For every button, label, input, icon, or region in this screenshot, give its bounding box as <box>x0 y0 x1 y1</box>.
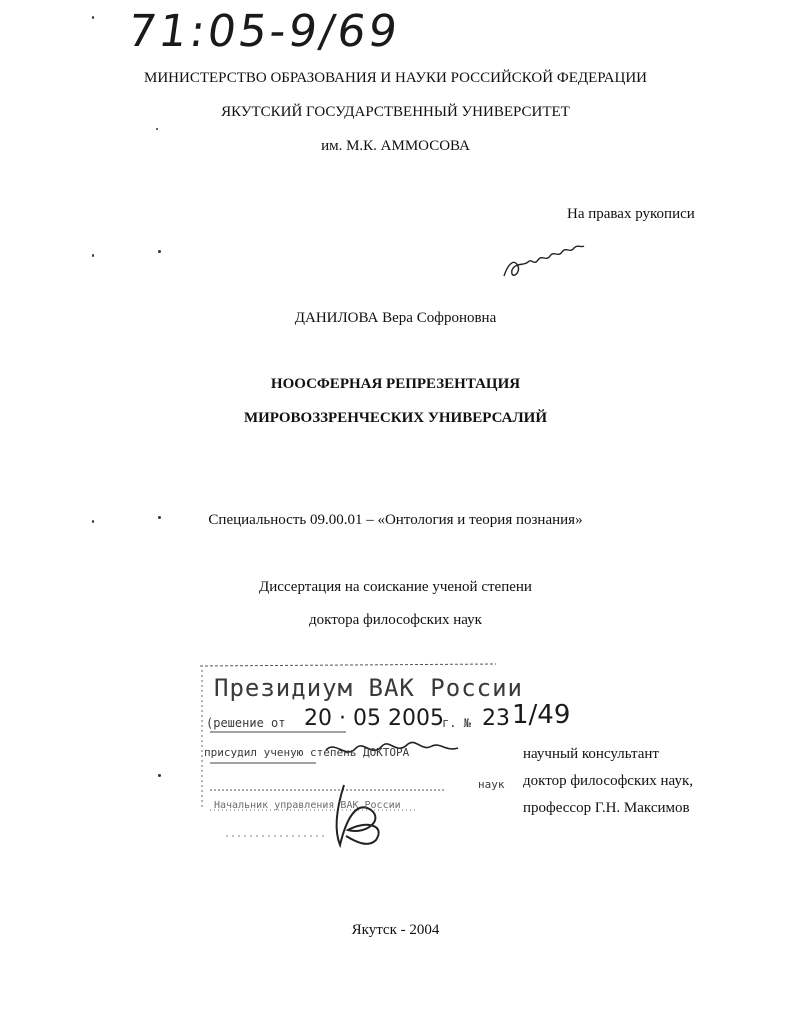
specialty: Специальность 09.00.01 – «Онтология и теория познания» <box>208 512 583 528</box>
consultant-role: научный консультант <box>523 746 659 762</box>
stamp-handwritten-date: 20 · 05 2005 <box>304 706 444 731</box>
stamp-handwritten-extra: 1/49 <box>512 700 571 730</box>
consultant-degree: доктор философских наук, <box>523 773 693 789</box>
stamp-line-number-label: г. № <box>442 716 471 730</box>
vak-approval-stamp <box>196 660 571 850</box>
signature-mark <box>498 236 588 286</box>
university-heading: ЯКУТСКИЙ ГОСУДАРСТВЕННЫЙ УНИВЕРСИТЕТ <box>221 104 570 120</box>
manuscript-note: На правах рукописи <box>567 206 695 222</box>
university-named-after: им. М.К. АММОСОВА <box>321 138 470 154</box>
degree-line-1: Диссертация на соискание ученой степени <box>259 579 532 595</box>
author-name: ДАНИЛОВА Вера Софроновна <box>294 310 497 326</box>
consultant-name: профессор Г.Н. Максимов <box>523 800 690 816</box>
ministry-heading: МИНИСТЕРСТВО ОБРАЗОВАНИЯ И НАУКИ РОССИЙСКОЙ ФЕДЕРАЦИИ <box>144 70 647 86</box>
scan-speck <box>156 128 158 130</box>
dissertation-title-line-2: МИРОВОЗЗРЕНЧЕСКИХ УНИВЕРСАЛИЙ <box>243 410 547 426</box>
scan-speck <box>92 254 94 257</box>
stamp-line-decision-label: (решение от <box>206 716 286 730</box>
city-year: Якутск - 2004 <box>351 922 440 938</box>
scan-speck <box>92 520 94 523</box>
scan-speck <box>92 16 94 19</box>
handwritten-catalog-number: 71:05-9/69 <box>124 6 404 57</box>
scan-speck <box>158 516 161 519</box>
scan-speck <box>158 250 161 253</box>
stamp-line-awarded: присудил ученую степень ДОКТОРА <box>204 746 410 759</box>
dissertation-title-line-1: НООСФЕРНАЯ РЕПРЕЗЕНТАЦИЯ <box>270 376 521 392</box>
stamp-line-science: наук <box>478 778 505 791</box>
stamp-line-presidium: Президиум ВАК России <box>214 674 523 702</box>
stamp-line-head: Начальник управления ВАК России <box>214 800 401 811</box>
stamp-handwritten-number: 23 <box>482 706 510 731</box>
degree-line-2: доктора философских наук <box>309 612 482 628</box>
scan-speck <box>158 774 161 777</box>
